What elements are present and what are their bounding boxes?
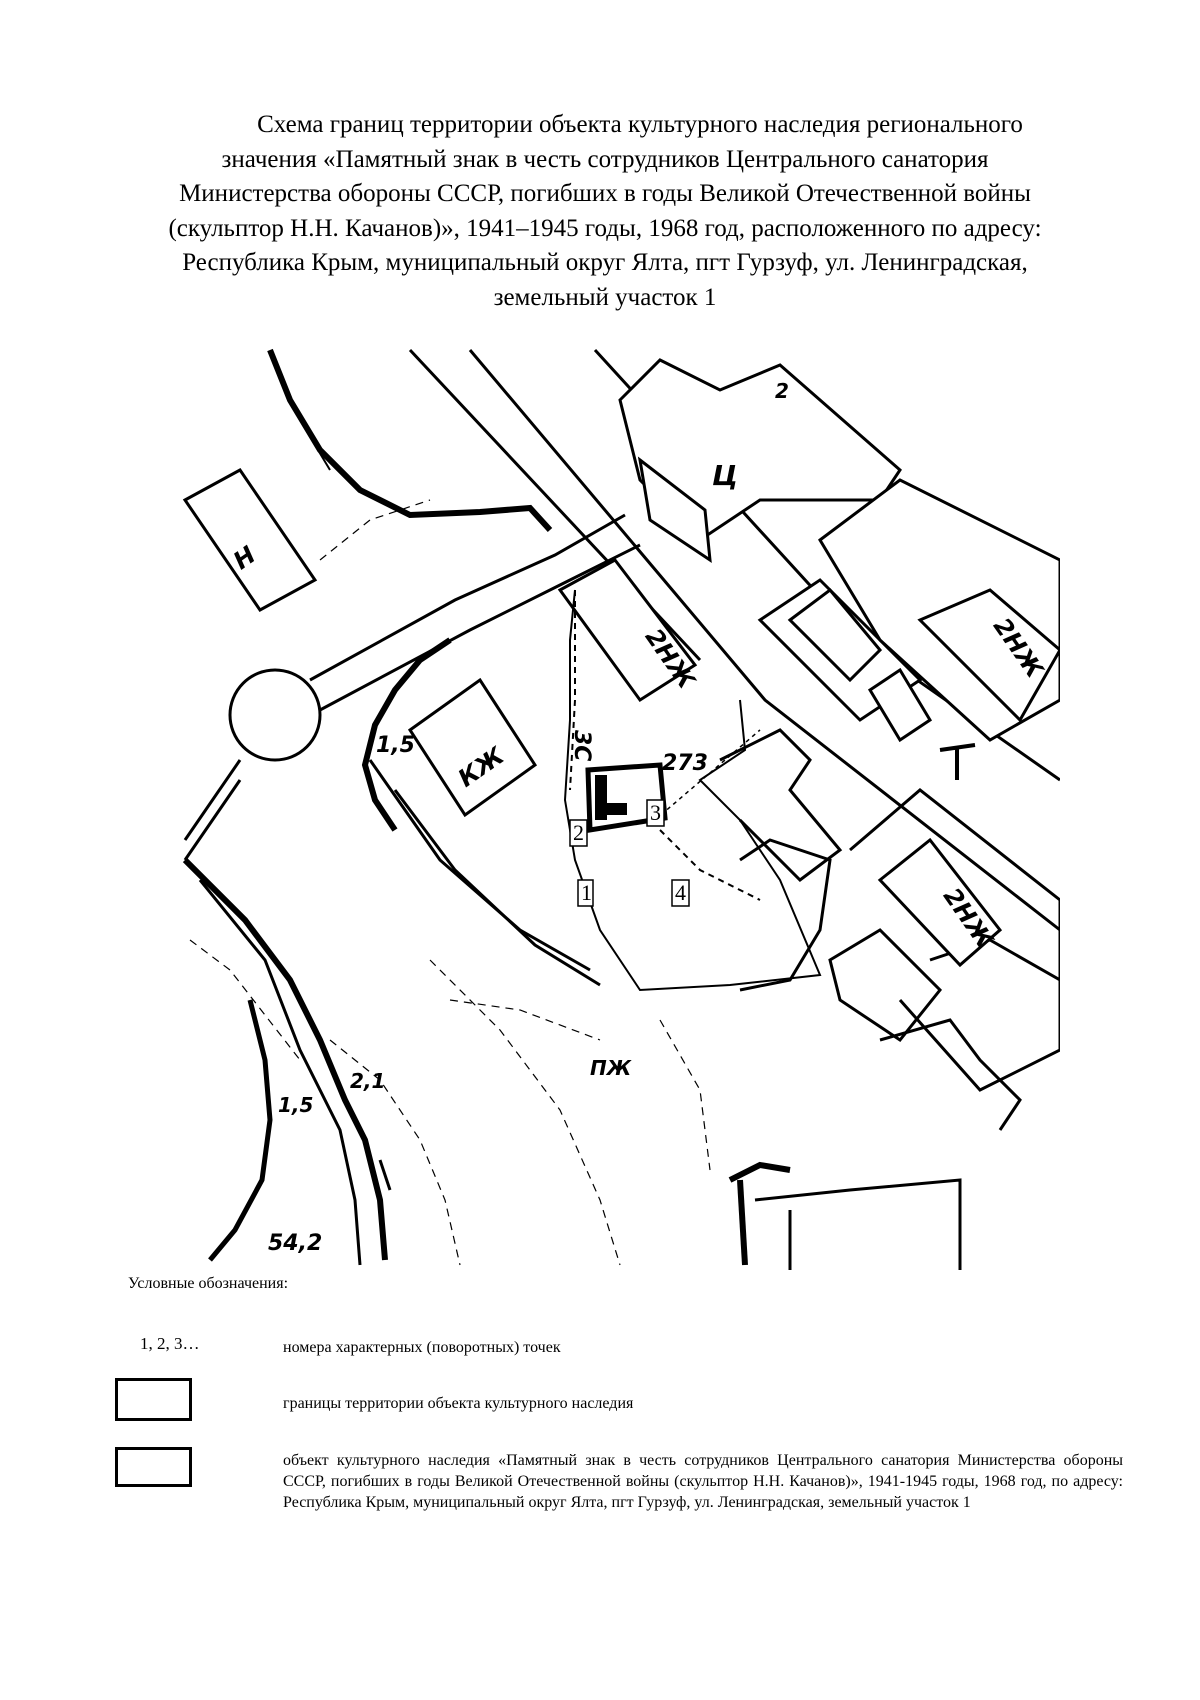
title-line: земельный участок 1 [493,283,717,311]
legend-object-symbol [115,1447,192,1487]
title-line: значения «Памятный знак в честь сотрудников Центрального санатория [221,145,989,173]
title-line: Схема границ территории объекта культурного наследия регионального [257,111,1023,138]
document-title [90,108,1120,315]
legend-object-text: объект культурного наследия «Памятный знак в честь сотрудников Центрального санатория Министерства обороны СССР, погибших в годы Великой Отечественной войны (скульптор Н.Н. Качанов)», 1941-1945 годы, 1968 год, по адресу: Республика Крым, муниципальный округ Ялта, пгт Гурзуф, ул. Ленинградская, земельный участок 1 [283,1452,1123,1511]
legend-boundary-text: границы территории объекта культурного наследия [283,1395,634,1412]
legend-caption: Условные обозначения: [128,1275,289,1292]
building-label: 2НЖ [639,623,701,694]
title-line: (скульптор Н.Н. Качанов)», 1941–1945 годы, 1968 год, расположенного по адресу: [168,214,1042,242]
legend-points-text: номера характерных (поворотных) точек [283,1339,561,1356]
building-label: 2НЖ [987,612,1049,684]
height-mark: 273 [662,751,708,776]
building-label: Н [228,540,261,576]
legend-points-key: 1, 2, 3… [140,1334,200,1353]
height-mark: 2 [775,379,789,403]
height-mark: 2,1 [350,1069,386,1093]
building-label: Ц [712,459,738,492]
site-map [170,345,1060,1270]
point-label-text: 2 [573,820,584,845]
point-label-text: 3 [650,800,661,825]
point-label-text: 1 [581,880,592,905]
building-label: КЖ [452,741,510,793]
point-label-1 [578,880,593,906]
height-mark: ПЖ [590,1056,632,1080]
point-label-text: 4 [675,880,686,905]
title-line: Министерства обороны СССР, погибших в годы Великой Отечественной войны [179,180,1031,207]
building-label: 2НЖ [937,882,999,954]
height-mark: 1,5 [278,1093,314,1117]
point-label-3 [647,800,664,826]
height-mark: 3С [569,730,594,762]
memorial-object [595,775,607,820]
point-label-2 [570,820,587,846]
height-mark: 54,2 [268,1231,323,1256]
legend-boundary-symbol [115,1378,192,1421]
title-line: Республика Крым, муниципальный округ Ялта, пгт Гурзуф, ул. Ленинградская, [182,249,1028,276]
height-mark: 1,5 [376,733,415,758]
point-label-4 [672,880,689,906]
